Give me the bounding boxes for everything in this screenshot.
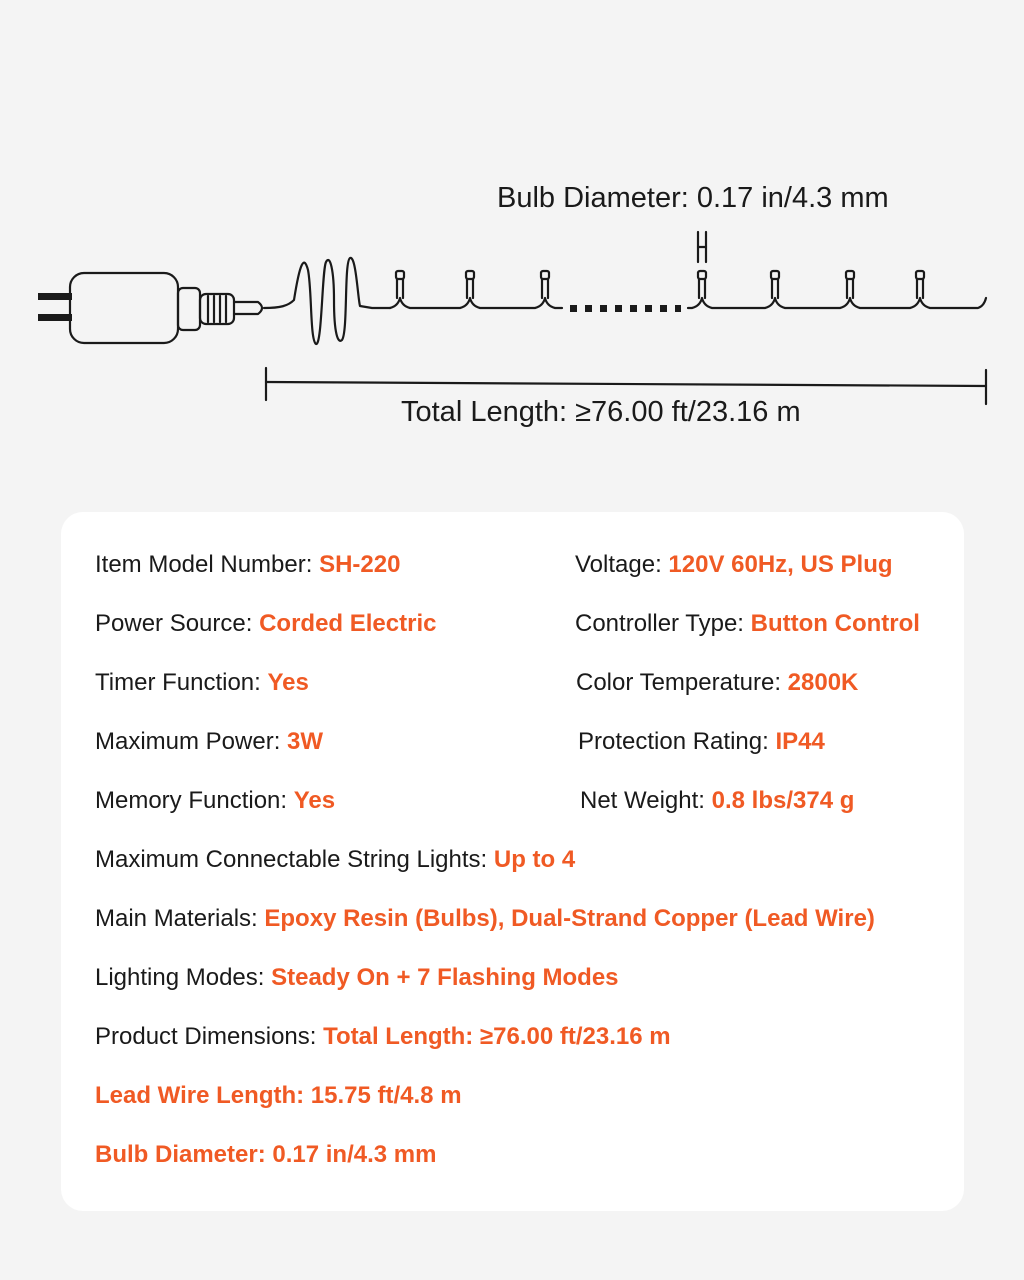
spec-key: Controller Type:	[575, 610, 751, 637]
spec-key: Power Source:	[95, 610, 260, 637]
bulb-string-right	[688, 271, 986, 308]
spec-row	[578, 727, 825, 757]
spec-key: Main Materials:	[95, 905, 265, 932]
spec-value: Total Length: ≥76.00 ft/23.16 m	[323, 1023, 671, 1050]
bulb-diameter-label: Bulb Diameter: 0.17 in/4.3 mm	[497, 182, 889, 214]
spec-row	[95, 550, 400, 580]
spec-key: Lighting Modes:	[95, 964, 272, 991]
spec-row	[95, 845, 575, 875]
spec-key: Color Temperature:	[576, 669, 788, 696]
spec-key: Timer Function:	[95, 669, 268, 696]
spec-row	[95, 668, 309, 698]
spec-row	[95, 1081, 462, 1111]
spec-value: 3W	[287, 728, 324, 755]
connector-icon	[178, 288, 262, 330]
spec-row	[95, 786, 335, 816]
spec-row	[580, 786, 854, 816]
spec-value: Yes	[267, 669, 309, 696]
spec-value: Bulb Diameter: 0.17 in/4.3 mm	[95, 1141, 437, 1168]
spec-key: Net Weight:	[580, 787, 712, 814]
spec-row	[95, 963, 619, 993]
spec-value: IP44	[775, 728, 825, 755]
spec-value: Epoxy Resin (Bulbs), Dual-Strand Copper (Lead Wire)	[264, 905, 875, 932]
spec-value: Up to 4	[493, 846, 576, 873]
spec-value: Button Control	[750, 610, 920, 637]
spec-row	[95, 727, 323, 757]
spec-value: 0.8 lbs/374 g	[711, 787, 855, 814]
spec-key: Memory Function:	[95, 787, 294, 814]
spec-value: 120V 60Hz, US Plug	[668, 551, 893, 578]
spec-value: Steady On + 7 Flashing Modes	[271, 964, 619, 991]
spec-value: SH-220	[319, 551, 401, 578]
plug-prongs-icon	[38, 293, 72, 321]
spec-row	[575, 609, 920, 639]
spec-key: Protection Rating:	[578, 728, 776, 755]
spec-key: Product Dimensions:	[95, 1023, 324, 1050]
specs-card	[61, 512, 964, 1211]
spec-value: Yes	[293, 787, 336, 814]
spec-value: Lead Wire Length: 15.75 ft/4.8 m	[95, 1082, 462, 1109]
spec-key: Item Model Number:	[95, 551, 320, 578]
power-adapter-icon	[70, 273, 178, 343]
total-length-label: Total Length: ≥76.00 ft/23.16 m	[401, 396, 801, 428]
spec-row	[95, 1022, 671, 1052]
spec-key: Maximum Connectable String Lights:	[95, 846, 494, 873]
spec-value: Corded Electric	[259, 610, 437, 637]
spec-row	[95, 609, 436, 639]
spec-row	[95, 904, 875, 934]
spec-key: Maximum Power:	[95, 728, 288, 755]
bulb-string-left	[390, 271, 562, 308]
lead-wire-coil	[264, 258, 390, 344]
dotted-break	[570, 305, 681, 312]
spec-row	[95, 1140, 436, 1170]
string-light-diagram	[0, 0, 1024, 480]
spec-row	[576, 668, 858, 698]
bulb-diameter-marker	[698, 232, 706, 262]
spec-row	[575, 550, 893, 580]
spec-key: Voltage:	[575, 551, 669, 578]
spec-value: 2800K	[787, 669, 859, 696]
